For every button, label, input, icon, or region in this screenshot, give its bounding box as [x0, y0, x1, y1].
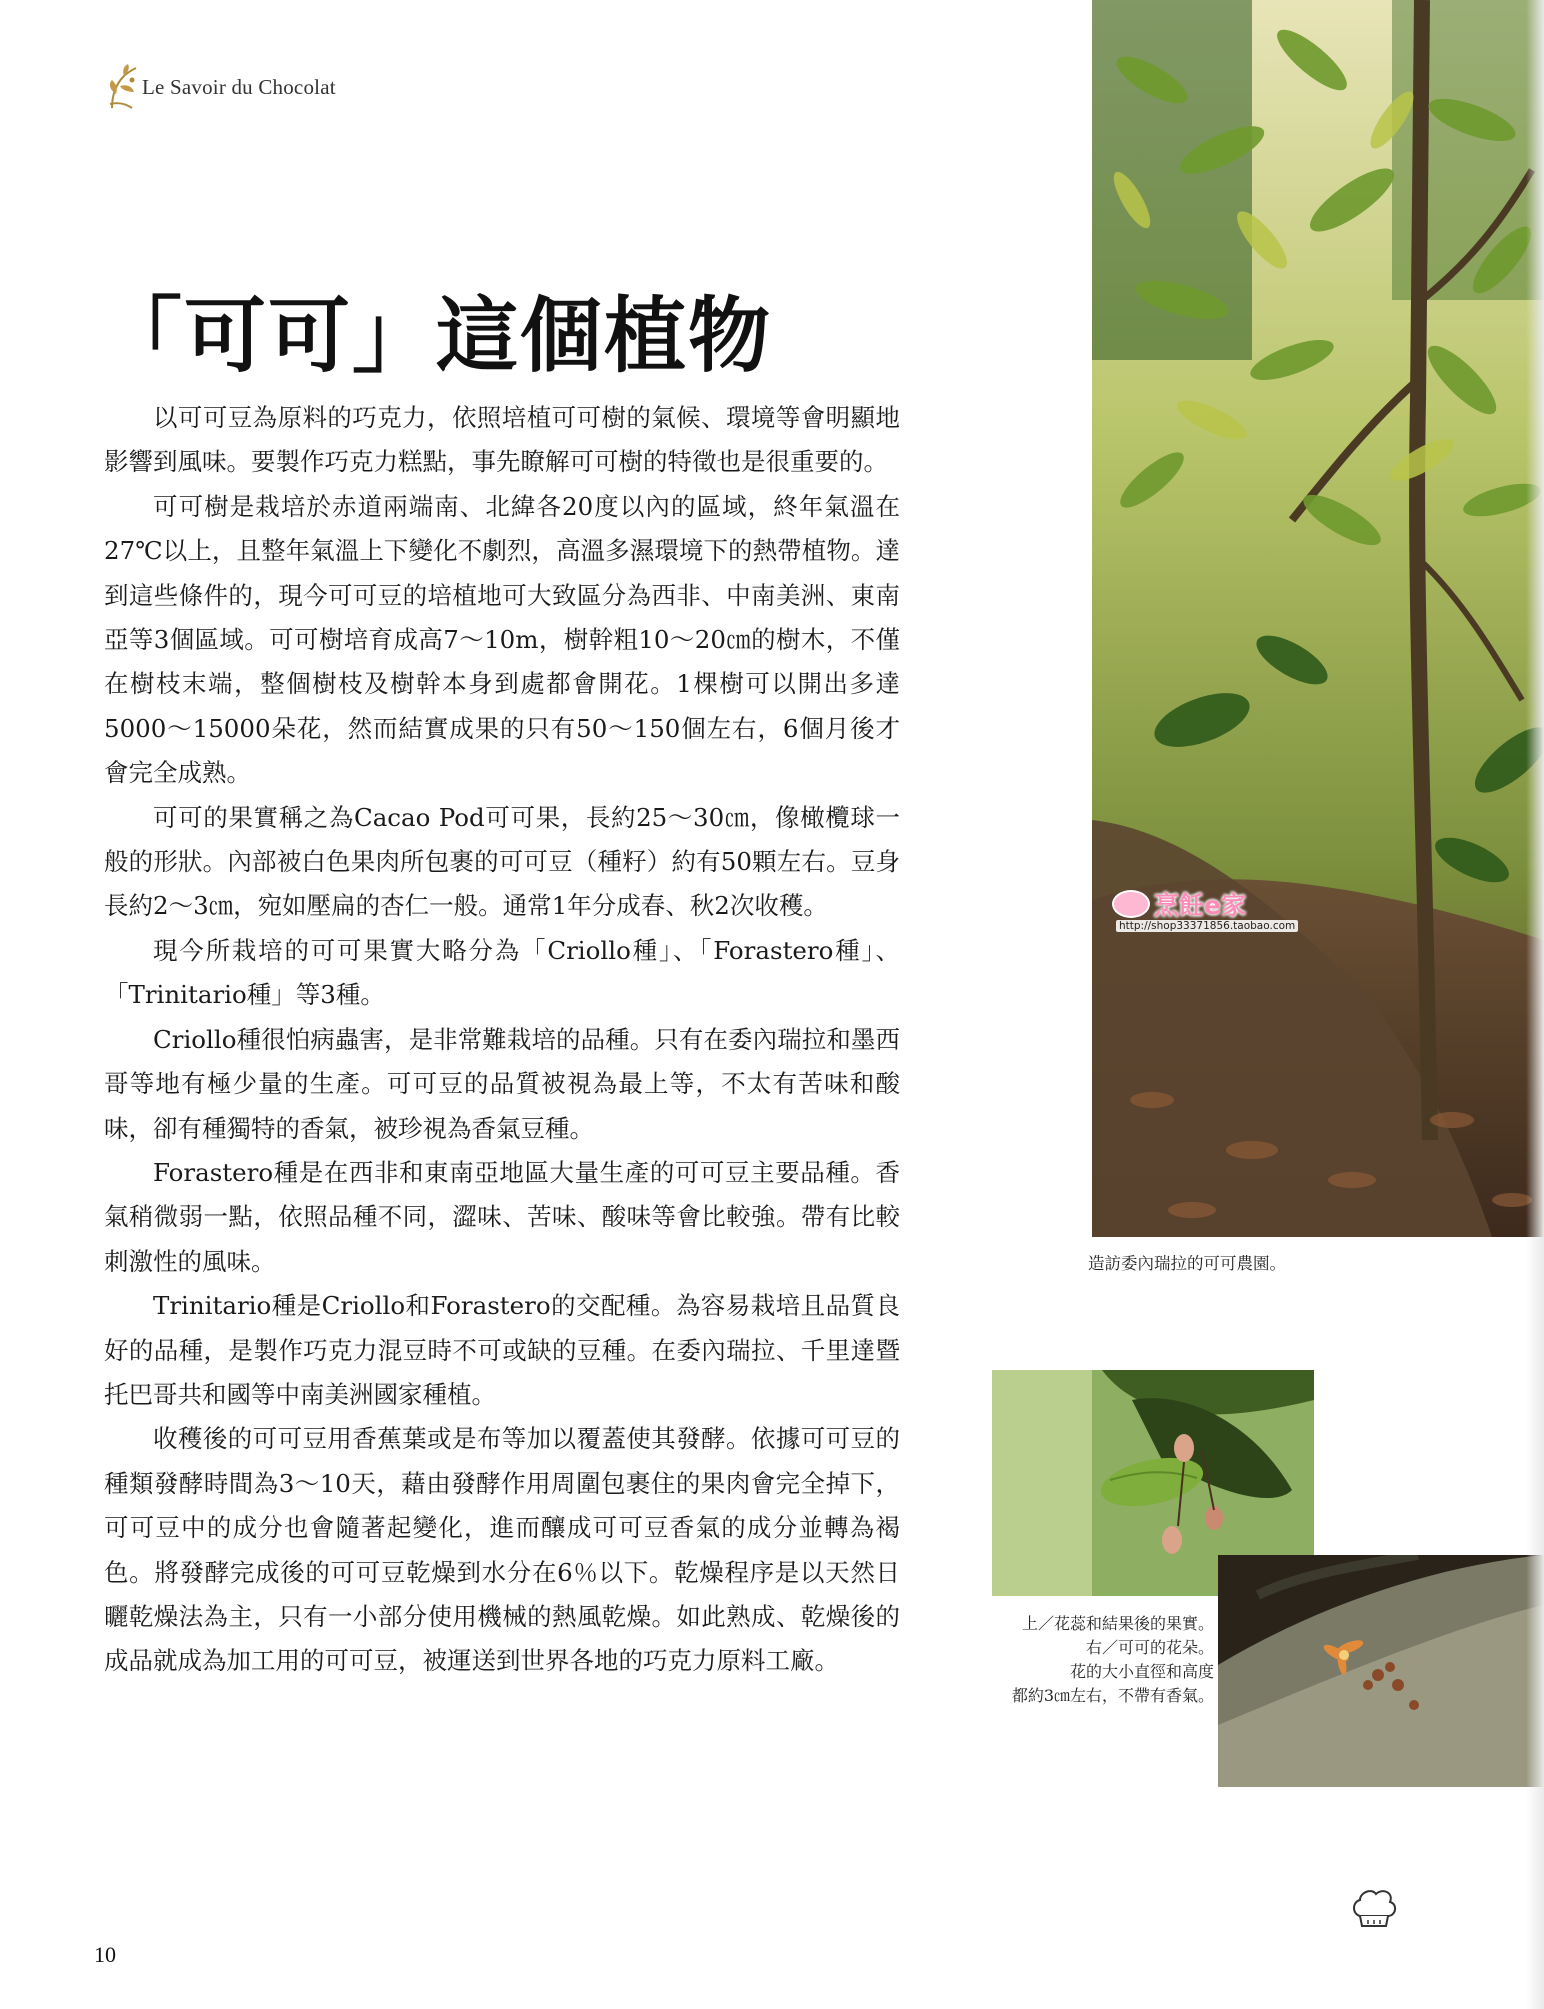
shop-watermark: [1112, 886, 1298, 932]
running-header: [106, 64, 336, 110]
paragraph: Trinitario種是Criollo和Forastero的交配種。為容易栽培且品質良好的品種，是製作巧克力混豆時不可或缺的豆種。在委內瑞拉、千里達暨托巴哥共和國等中南美洲國家種植。: [104, 1291, 900, 1409]
watermark-logo: [1112, 886, 1246, 922]
paragraph: 現今所栽培的可可果實大略分為「Criollo種」、「Forastero種」、「Trinitario種」等3種。: [104, 935, 900, 1010]
paragraph: Forastero種是在西非和東南亞地區大量生產的可可豆主要品種。香氣稍微弱一點，依照品種不同，澀味、苦味、酸味等會比較強。帶有比較刺激性的風味。: [104, 1157, 900, 1276]
cacao-plantation-photo: [1092, 0, 1544, 1237]
paragraph: 收穫後的可可豆用香蕉葉或是布等加以覆蓋使其發酵。依據可可豆的種類發酵時間為3～10天，藉由發酵作用周圍包裹住的果肉會完全掉下，可可豆中的成分也會隨著起變化，進而釀成可可豆香氣的成分並轉為褐色。將發酵完成後的可可豆乾燥到水分在6％以下。乾燥程序是以天然日曬乾燥法為主，只有一小部分使用機械的熱風乾燥。如此熟成、乾燥後的成品就成為加工用的可可豆，被運送到世界各地的巧克力原料工廠。: [104, 1424, 900, 1676]
watermark-logo-text: 烹飪e家: [1154, 891, 1246, 920]
watermark-face-icon: [1112, 890, 1150, 918]
page-number: 10: [94, 1942, 116, 1967]
running-title: Le Savoir du Chocolat: [142, 74, 336, 99]
caption-line: 上／花蕊和結果後的果實。: [1021, 1614, 1214, 1633]
article-title: 「可可」這個植物: [100, 288, 773, 384]
paragraph: 可可的果實稱之為Cacao Pod可可果，長約25～30㎝，像橄欖球一般的形狀。內部被白色果肉所包裹的可可豆（種籽）約有50顆左右。豆身長約2～3㎝，宛如壓扁的杏仁一般。通常1年分成春、秋2次收穫。: [104, 802, 900, 921]
watermark-url: http://shop33371856.taobao.com: [1116, 920, 1298, 932]
main-photo-caption: 造訪委內瑞拉的可可農園。: [1088, 1254, 1286, 1273]
article-body: [104, 396, 900, 1684]
paragraph: 以可可豆為原料的巧克力，依照培植可可樹的氣候、環境等會明顯地影響到風味。要製作巧克力糕點，事先瞭解可可樹的特徵也是很重要的。: [104, 403, 900, 477]
paragraph: 可可樹是栽培於赤道兩端南、北緯各20度以內的區域，終年氣溫在27℃以上，且整年氣溫上下變化不劇烈，高溫多濕環境下的熱帶植物。達到這些條件的，現今可可豆的培植地可大致區分為西非、中南美洲、東南亞等3個區域。可可樹培育成高7～10m，樹幹粗10～20㎝的樹木，不僅在樹枝末端，整個樹枝及樹幹本身到處都會開花。1棵樹可以開出多達5000～15000朵花，然而結實成果的只有50～150個左右，6個月後才會完全成熟。: [104, 491, 900, 788]
caption-line: 右／可可的花朵。: [1085, 1638, 1214, 1657]
paragraph: Criollo種很怕病蟲害，是非常難栽培的品種。只有在委內瑞拉和墨西哥等地有極少量的生產。可可豆的品質被視為最上等，不太有苦味和酸味，卻有種獨特的香氣，被珍視為香氣豆種。: [104, 1024, 900, 1143]
caption-line: 都約3㎝左右，不帶有香氣。: [1011, 1686, 1214, 1705]
caption-line: 花的大小直徑和高度: [1069, 1662, 1214, 1681]
page-edge-shadow: [1526, 0, 1544, 2009]
fleur-ornament-icon: [106, 64, 140, 110]
cacao-flower-photo: [1218, 1555, 1544, 1787]
small-photos-caption: [960, 1612, 1214, 1708]
chef-hat-icon: [1350, 1886, 1398, 1930]
